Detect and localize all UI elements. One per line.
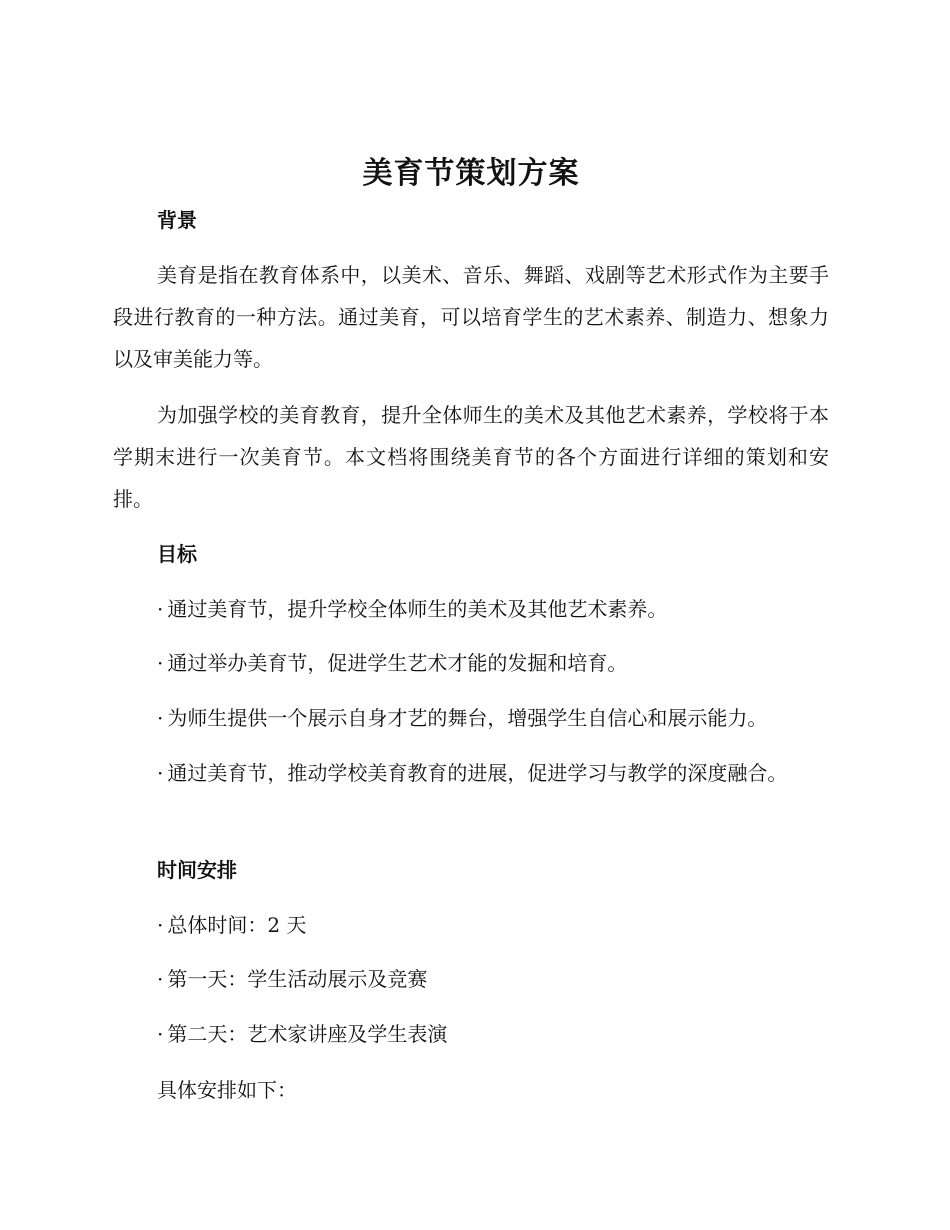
schedule-item-text: 第二天：艺术家讲座及学生表演 — [167, 1022, 448, 1046]
goal-item — [113, 697, 803, 739]
section-heading-schedule: 时间安排 — [157, 858, 237, 882]
section-heading-background: 背景 — [157, 208, 197, 232]
goal-item-text: 通过美育节，推动学校美育教育的进展，促进学习与教学的深度融合。 — [167, 761, 788, 785]
schedule-item — [113, 1013, 803, 1055]
bullet-icon: · — [157, 913, 164, 937]
schedule-item — [113, 904, 803, 946]
bullet-icon: · — [157, 1022, 164, 1046]
schedule-item — [113, 958, 803, 1000]
background-paragraph-2: 为加强学校的美育教育，提升全体师生的美术及其他艺术素养，学校将于本学期末进行一次美育节。本文档将围绕美育节的各个方面进行详细的策划和安排。 — [113, 403, 829, 511]
goal-item — [113, 588, 803, 630]
goal-item — [113, 752, 803, 794]
goal-item — [113, 642, 803, 684]
schedule-note: 具体安排如下： — [157, 1078, 297, 1102]
bullet-icon: · — [157, 761, 164, 785]
bullet-icon: · — [157, 597, 164, 621]
goal-item-text: 通过美育节，提升学校全体师生的美术及其他艺术素养。 — [167, 597, 668, 621]
schedule-item-text: 总体时间：2 天 — [167, 913, 307, 937]
schedule-item-text: 第一天：学生活动展示及竞赛 — [167, 967, 428, 991]
goal-item-text: 通过举办美育节，促进学生艺术才能的发掘和培育。 — [167, 651, 628, 675]
bullet-icon: · — [157, 967, 164, 991]
bullet-icon: · — [157, 706, 164, 730]
document-title: 美育节策划方案 — [362, 156, 580, 191]
goal-item-text: 为师生提供一个展示自身才艺的舞台，增强学生自信心和展示能力。 — [167, 706, 768, 730]
background-paragraph-1: 美育是指在教育体系中，以美术、音乐、舞蹈、戏剧等艺术形式作为主要手段进行教育的一种方法。通过美育，可以培育学生的艺术素养、制造力、想象力以及审美能力等。 — [113, 263, 829, 371]
bullet-icon: · — [157, 651, 164, 675]
section-heading-goals: 目标 — [157, 542, 197, 566]
